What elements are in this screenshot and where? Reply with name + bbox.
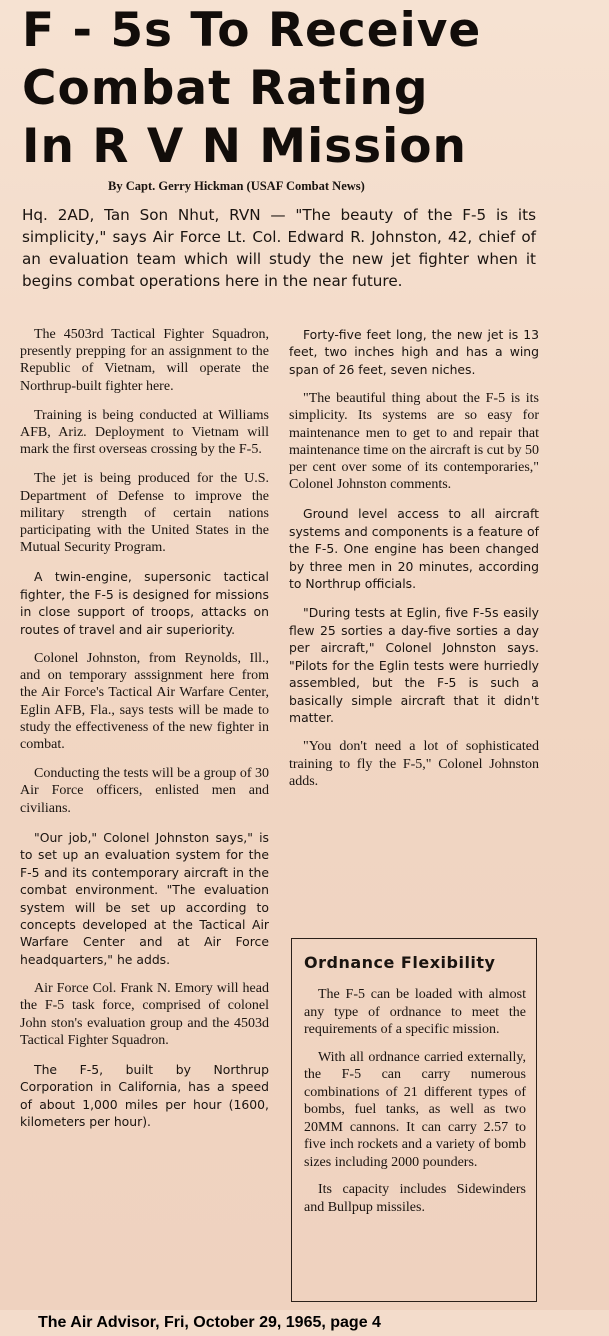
paragraph: Training is being conducted at Williams AFB, Ariz. Deployment to Vietnam will mark the first overseas crossing by the F-5. [20, 407, 269, 458]
paragraph: Ground level access to all aircraft systems and components is a feature of the F-5. One engine has been changed by three men in 20 minutes, according to Northrup officials. [289, 506, 539, 592]
article-column-1 [20, 326, 269, 1143]
sidebar-paragraph: With all ordnance carried externally, the F-5 can carry numerous combinations of 21 different types of bombs, fuel tanks, as well as two 20MM cannons. It can carry 2.57 to five inch rockets and a variety of bomb sizes including 2000 pounders. [304, 1049, 526, 1170]
sidebar-title: Ordnance Flexibility [304, 953, 496, 972]
headline-line-3: In R V N Mission [22, 119, 467, 174]
paragraph: The F-5, built by Northrup Corporation in California, has a speed of about 1,000 miles per hour (1600, kilometers per hour). [20, 1061, 269, 1130]
paragraph: Air Force Col. Frank N. Emory will head the F-5 task force, comprised of colonel John ston's evaluation group and the 4503d Tactical Fighter Squadron. [20, 981, 269, 1048]
paragraph: Forty-five feet long, the new jet is 13 feet, two inches high and has a wing span of 26 feet, seven niches. [289, 327, 539, 377]
article-column-2 [289, 326, 539, 802]
sidebar-paragraph: The F-5 can be loaded with almost any type of ordnance to meet the requirements of a specific mission. [304, 987, 526, 1037]
headline [22, 2, 592, 176]
headline-line-2: Combat Rating [22, 61, 429, 116]
byline: By Capt. Gerry Hickman (USAF Combat News) [108, 179, 365, 193]
sidebar-paragraph: Its capacity includes Sidewinders and Bullpup missiles. [304, 1182, 526, 1215]
paragraph: The jet is being produced for the U.S. Department of Defense to improve the military strength of certain nations participating with the United States in the Mutual Security Program. [20, 471, 269, 556]
ordnance-sidebar-box [291, 938, 537, 1302]
paragraph: "During tests at Eglin, five F-5s easily flew 25 sorties a day-five sorties a day per aircraft," Colonel Johnston says. "Pilots for the Eglin tests were hurriedly assembled, but the F-5 is such a basically simple aircraft that it didn't matter. [289, 605, 539, 725]
paragraph: A twin-engine, supersonic tactical fighter, the F-5 is designed for missions in close support of troops, attacks on routes of travel and air superiority. [20, 569, 269, 637]
paragraph: "The beautiful thing about the F-5 is its simplicity. Its systems are so easy for maintenance men to get to and repair that maintenance time on the aircraft is cut by 50 per cent over some of its contemporaries," Colonel Johnston comments. [289, 391, 539, 493]
source-caption: The Air Advisor, Fri, October 29, 1965, page 4 [38, 1314, 381, 1331]
paragraph: "You don't need a lot of sophisticated training to fly the F-5," Colonel Johnston adds. [289, 739, 539, 789]
paragraph: "Our job," Colonel Johnston says," is to set up an evaluation system for the F-5 and its contemporary aircraft in the combat environment. "The evaluation system will be set up according to concepts developed at the Tactical Air Warfare Center and at Air Force headquarters," he adds. [20, 829, 269, 967]
paragraph: Conducting the tests will be a group of 30 Air Force officers, enlisted men and civilians. [20, 766, 269, 816]
headline-line-1: F - 5s To Receive [22, 3, 482, 58]
lead-paragraph: Hq. 2AD, Tan Son Nhut, RVN — "The beauty of the F-5 is its simplicity," says Air Force Lt. Col. Edward R. Johnston, 42, chief of an evaluation team which will study the new jet fighter when it begins combat operations here in the near future. [22, 206, 536, 290]
paragraph: Colonel Johnston, from Reynolds, Ill., and on temporary asssignment here from the Air Force's Tactical Air Warfare Center, Eglin AFB, Fla., says tests will be made to study the effectiveness of the new fighter in combat. [20, 651, 269, 753]
paragraph: The 4503rd Tactical Fighter Squadron, presently prepping for an assignment to the Republic of Vietnam, will operate the Northrup-built fighter here. [20, 327, 269, 394]
